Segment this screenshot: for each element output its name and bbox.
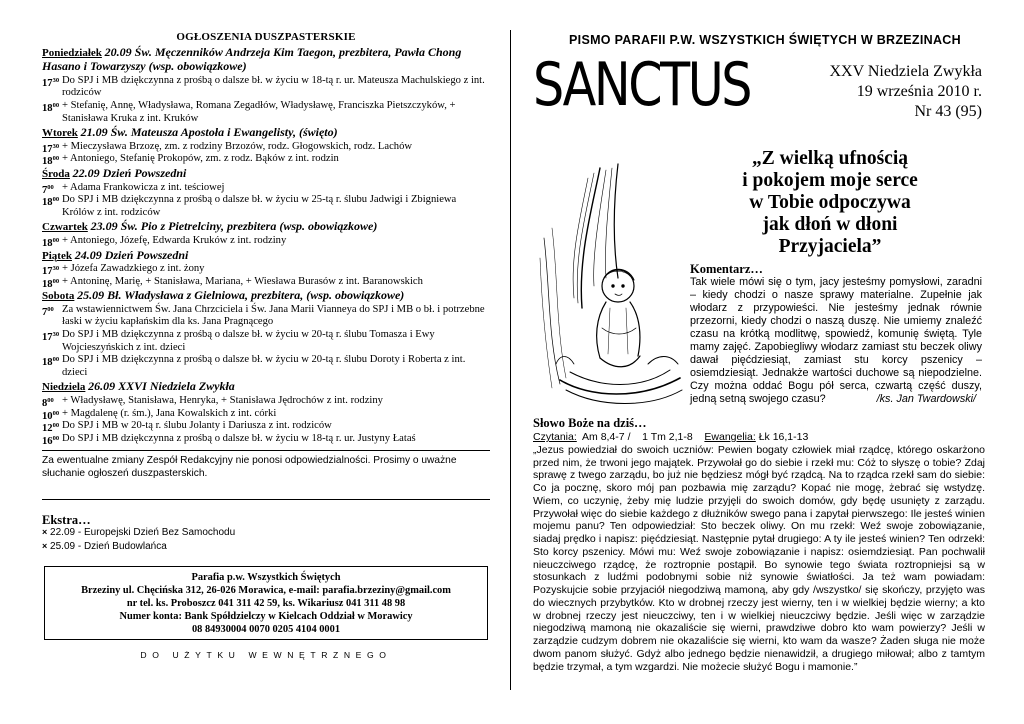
mass-intention: + Magdalenę (r. śm.), Jana Kowalskich z int. córki <box>62 407 277 419</box>
issue-sunday: XXV Niedziela Zwykła <box>829 63 982 80</box>
commentary-text: Tak wiele mówi się o tym, jacy jesteśmy pomysłowi, zaradni – kiedy chodzi o nasze sprawy materialne. Zupełnie jak włodarz z przypowieści. Nie jesteśmy jednak równie przezorni, kiedy chodzi o naszą duszę. Nie umiemy znaleźć czasu na krótką modlitwę, spowiedź, komunię świętą. Tyle mamy zajęć. Zapobiegliwy włodarz zamiast stu beczek oliwy dawał pięćdziesiąt, zamiast stu korcy pszenicy – osiemdziesiąt. Jednakże wartości duchowe są niepodzielne. Czy można oddać Bogu pół serca, czwartą część duszy, jedną setną swojego czasu? <box>690 276 982 405</box>
announcements-days <box>42 46 490 446</box>
internal-use-label: DO UŻYTKU WEWNĘTRZNEGO <box>140 650 392 661</box>
mass-minute: 30 <box>52 142 60 150</box>
commentary-section <box>690 262 982 406</box>
gospel-section-title: Słowo Boże na dziś… <box>533 416 647 430</box>
quote-line: Przyjaciela” <box>778 236 882 257</box>
mass-minute: 00 <box>47 305 54 313</box>
parish-line: 08 84930004 0070 0205 4104 0001 <box>191 624 341 636</box>
parish-line: Parafia p.w. Wszystkich Świętych <box>191 572 341 584</box>
mass-intention: Do SPJ i MB dziękczynna z prośbą o dalsze bł. w życiu w 20-tą r. ślubu Tomasza i Ewy Wojcieszyńskich z int. dzieci <box>62 329 435 353</box>
bullet-icon: × <box>42 527 48 538</box>
day-name: Wtorek <box>42 127 78 140</box>
announcements-title: OGŁOSZENIA DUSZPASTERSKIE <box>176 31 356 43</box>
mass-entry <box>42 395 490 408</box>
mass-intention: Do SPJ i MB dziękczynna z prośbą o dalsze bł. w życiu w 20-tą r. ślubu Doroty i Roberta z int. dzieci <box>62 354 466 378</box>
sanctus-logo: SANCTUS <box>533 50 751 120</box>
mass-hour: 18 <box>42 156 53 168</box>
day-heading <box>42 220 490 235</box>
day-title: 20.09 Św. Męczenników Andrzeja Kim Taegon, prezbitera, Pawła Chong Hasano i Towarzyszy (wsp. obowiązkowe) <box>42 44 462 74</box>
mass-intention: + Antoniego, Józefę, Edwarda Kruków z int. rodziny <box>62 234 287 246</box>
mass-minute: 00 <box>52 356 60 364</box>
mass-intention: + Józefa Zawadzkiego z int. żony <box>62 263 205 275</box>
mass-hour: 18 <box>42 197 53 209</box>
mass-time <box>42 194 59 210</box>
mass-hour: 16 <box>42 435 53 447</box>
mass-time <box>42 235 59 251</box>
mass-hour: 18 <box>42 102 53 114</box>
bullet-icon: × <box>42 540 48 551</box>
issue-info <box>780 62 982 122</box>
mass-time <box>42 75 59 91</box>
mass-entry <box>42 263 490 276</box>
quote-line: w Tobie odpoczywa <box>749 192 911 213</box>
day-name: Piątek <box>42 249 72 262</box>
mass-minute: 00 <box>52 434 60 442</box>
mass-intention: Do SPJ i MB w 20-tą r. ślubu Jolanty i Dariusza z int. rodziców <box>62 420 332 432</box>
mass-minute: 00 <box>52 236 60 244</box>
quote-line: „Z wielką ufnością <box>751 148 909 169</box>
mass-minute: 30 <box>52 331 60 339</box>
mass-minute: 30 <box>52 76 60 84</box>
mass-entry <box>42 153 490 166</box>
parish-contact-box <box>44 566 488 640</box>
day-heading <box>42 380 490 395</box>
editorial-notice: Za ewentualne zmiany Zespół Redakcyjny nie ponosi odpowiedzialności. Prosimy o uważne słuchanie ogłoszeń duszpasterskich. <box>42 455 457 479</box>
mass-minute: 00 <box>52 277 60 285</box>
mass-time <box>42 276 59 292</box>
mass-entry <box>42 354 490 379</box>
mass-minute: 00 <box>47 397 54 405</box>
mass-time <box>42 329 59 345</box>
mass-entry <box>42 182 490 195</box>
mass-hour: 18 <box>42 278 53 290</box>
child-in-hands-illustration <box>530 158 690 416</box>
mass-intention: + Antoniego, Stefanię Prokopów, zm. z rodz. Bąków z int. rodzin <box>62 153 339 165</box>
mass-intention: + Mieczysława Brzozę, zm. z rodziny Brzozów, rodz. Głogowskich, rodz. Lachów <box>62 140 413 152</box>
ekstra-title: Ekstra… <box>42 512 91 527</box>
mass-hour: 17 <box>42 77 53 89</box>
readings-line <box>533 431 985 444</box>
mass-minute: 30 <box>52 265 60 273</box>
column-divider <box>510 30 511 690</box>
mass-minute: 00 <box>52 196 60 204</box>
featured-quote <box>700 148 960 258</box>
mass-intention: Do SPJ i MB dziękczynna z prośbą o dalsze bł. w życiu w 18-tą r. ur. Mateusza Machulskiego z int. rodziców <box>62 74 485 99</box>
day-heading <box>42 289 490 304</box>
mass-time <box>42 304 54 320</box>
gospel-text: „Jezus powiedział do swoich uczniów: Pewien bogaty człowiek miał rządcę, którego oskarżono przed nim, że trwoni jego majątek. Przywołał go do siebie i rzekł mu: Cóż to słyszę o tobie? Zdaj sprawę z twego zarządu, bo już nie będziesz mógł być rządcą. Na to rządca rzekł sam do siebie: Co ja pocznę, skoro mój pan pozbawia mię zarządu? Kopać nie mogę, żebrać się wstydzę. Wiem, co uczynię, żeby mię ludzie przyjęli do swoich domów, gdy będę usunięty z zarządu. Przywołał więc do siebie każdego z dłużników swego pana i zapytał pierwszego: Ile jesteś winien mojemu panu? Ten odpowiedział: Sto beczek oliwy. On mu rzekł: Weź swoje zobowiązanie, siadaj prędko i napisz: pięćdziesiąt. Następnie pytał drugiego: A ty ile jesteś winien? Ten odrzekł: Sto korcy pszenicy. Mówi mu: Weź swoje zobowiązanie i napisz: osiemdziesiąt. Pan pochwalił nieuczciwego rządcę, że roztropnie postąpił. Bo synowie tego świata roztropniejsi są w stosunkach z ludźmi podobnymi sobie niż synowie światłości. Ja też wam powiadam: Pozyskujcie sobie przyjaciół niegodziwą mamoną, aby gdy /wszystko/ się skończy, przyjęto was do wiecznych przybytków. Kto w drobnej rzeczy jest wierny, ten i w wielkiej będzie wierny; a kto w drobnej rzeczy jest nieuczciwy, ten i w wielkiej nieuczciwy będzie. Jeśli więc w zarządzie niegodziwą mamoną nie okazaliście się wierni, prawdziwe dobro kto wam powierzy? Jeśli w zarządzie cudzym dobrem nie okazaliście się wierni, kto wam da wasze? Żaden sługa nie może dwom panom służyć. Gdyż albo jednego będzie nienawidził, a drugiego miłował; albo z tamtym będzie trzymał, a tym wzgardzi. Nie możecie służyć Bogu i mamonie.” <box>533 443 985 673</box>
mass-hour: 17 <box>42 332 53 344</box>
mass-time <box>42 100 59 116</box>
day-heading <box>42 46 490 75</box>
ekstra-item <box>42 540 490 554</box>
mass-hour: 7 <box>42 306 48 318</box>
day-name: Środa <box>42 167 70 180</box>
mass-hour: 8 <box>42 398 48 410</box>
mass-minute: 00 <box>52 422 60 430</box>
ekstra-item <box>42 526 490 540</box>
divider-rule <box>42 499 490 500</box>
mass-intention: + Antoninę, Marię, + Stanisława, Mariana, + Wiesława Burasów z int. Baranowskich <box>62 275 423 287</box>
readings-label: Czytania: <box>533 431 577 443</box>
day-title: 26.09 XXVI Niedziela Zwykła <box>88 379 235 394</box>
day-title: 24.09 Dzień Powszedni <box>74 247 189 262</box>
mass-time <box>42 433 59 449</box>
day-name: Poniedziałek <box>42 46 102 59</box>
mass-entry <box>42 235 490 248</box>
mass-intention: + Władysławę, Stanisława, Henryka, + Stanisława Jędrochów z int. rodziny <box>62 395 383 407</box>
ekstra-list <box>42 526 490 553</box>
reading-first: Am 8,4-7 / <box>582 431 631 443</box>
issue-date: 19 września 2010 r. <box>856 83 982 100</box>
commentary-author: /ks. Jan Twardowski/ <box>876 393 977 405</box>
mass-entry <box>42 75 490 100</box>
reading-second: 1 Tm 2,1-8 <box>642 431 693 443</box>
mass-entry <box>42 141 490 154</box>
day-title: 22.09 Dzień Powszedni <box>72 165 187 180</box>
mass-entry <box>42 276 490 289</box>
parish-line: nr tel. ks. Proboszcz 041 311 42 59, ks. Wikariusz 041 311 48 98 <box>126 598 406 610</box>
mass-intention: + Adama Frankowicza z int. teściowej <box>62 181 225 193</box>
parish-line: Brzeziny ul. Chęcińska 312, 26-026 Morawica, e-mail: parafia.brzeziny@gmail.com <box>81 585 451 597</box>
gospel-section <box>533 416 985 673</box>
mass-entry <box>42 194 490 219</box>
mass-hour: 12 <box>42 423 53 435</box>
mass-hour: 7 <box>42 184 48 196</box>
day-title: 25.09 Bł. Władysława z Gielniowa, prezbitera, (wsp. obowiązkowe) <box>77 288 405 303</box>
mass-minute: 00 <box>52 409 60 417</box>
mass-entry <box>42 408 490 421</box>
mass-hour: 17 <box>42 266 53 278</box>
mass-entry <box>42 100 490 125</box>
mass-intention: + Stefanię, Annę, Władysława, Romana Zegadłów, Władysławę, Franciszka Pietszczyków, + Stanisława Kruka z int. Kruków <box>62 99 456 124</box>
mass-intention: Do SPJ i MB dziękczynna z prośbą o dalsze bł. w życiu w 18-tą r. ur. Justyny Łataś <box>62 432 416 444</box>
mass-time <box>42 354 59 370</box>
mass-hour: 18 <box>42 357 53 369</box>
day-heading <box>42 249 490 264</box>
mass-minute: 00 <box>52 155 60 163</box>
publication-title: PISMO PARAFII P.W. WSZYSTKICH ŚWIĘTYCH W BRZEZINACH <box>569 33 961 47</box>
gospel-reference: Łk 16,1-13 <box>758 431 809 443</box>
day-name: Czwartek <box>42 221 88 234</box>
mass-hour: 17 <box>42 143 53 155</box>
commentary-title: Komentarz… <box>690 262 763 276</box>
day-title: 21.09 Św. Mateusza Apostoła i Ewangelisty, (święto) <box>80 125 338 140</box>
mass-hour: 10 <box>42 410 53 422</box>
mass-minute: 00 <box>47 183 54 191</box>
day-heading <box>42 126 490 141</box>
mass-entry <box>42 433 490 446</box>
day-heading <box>42 167 490 182</box>
mass-time <box>42 153 59 169</box>
mass-hour: 18 <box>42 237 53 249</box>
mass-intention: Do SPJ i MB dziękczynna z prośbą o dalsze bł. w życiu w 25-tą r. ślubu Jadwigi i Zbigniewa Królów z int. rodziców <box>62 194 457 218</box>
day-name: Niedziela <box>42 381 86 394</box>
mass-minute: 00 <box>52 101 60 109</box>
gospel-label: Ewangelia: <box>704 431 756 443</box>
parish-line: Numer konta: Bank Spółdzielczy w Kielcach Oddział w Morawicy <box>119 611 413 623</box>
mass-entry <box>42 329 490 354</box>
divider-rule <box>42 450 490 451</box>
mass-entry <box>42 420 490 433</box>
quote-line: i pokojem moje serce <box>742 170 918 191</box>
ekstra-item-text: 22.09 - Europejski Dzień Bez Samochodu <box>50 527 236 539</box>
issue-number: Nr 43 (95) <box>914 103 982 120</box>
announcements-column <box>42 31 490 662</box>
quote-line: jak dłoń w dłoni <box>762 214 898 235</box>
mass-intention: Za wstawiennictwem Św. Jana Chrzciciela i Św. Jana Marii Vianneya do SPJ i MB o bł. i potrzebne łaski w życiu kapłańskim dla ks. Jana Pragnącego <box>62 303 485 328</box>
day-name: Sobota <box>42 290 75 303</box>
mass-entry <box>42 304 490 329</box>
day-title: 23.09 Św. Pio z Pietrelciny, prezbitera (wsp. obowiązkowe) <box>90 219 378 234</box>
ekstra-item-text: 25.09 - Dzień Budowlańca <box>50 540 167 552</box>
